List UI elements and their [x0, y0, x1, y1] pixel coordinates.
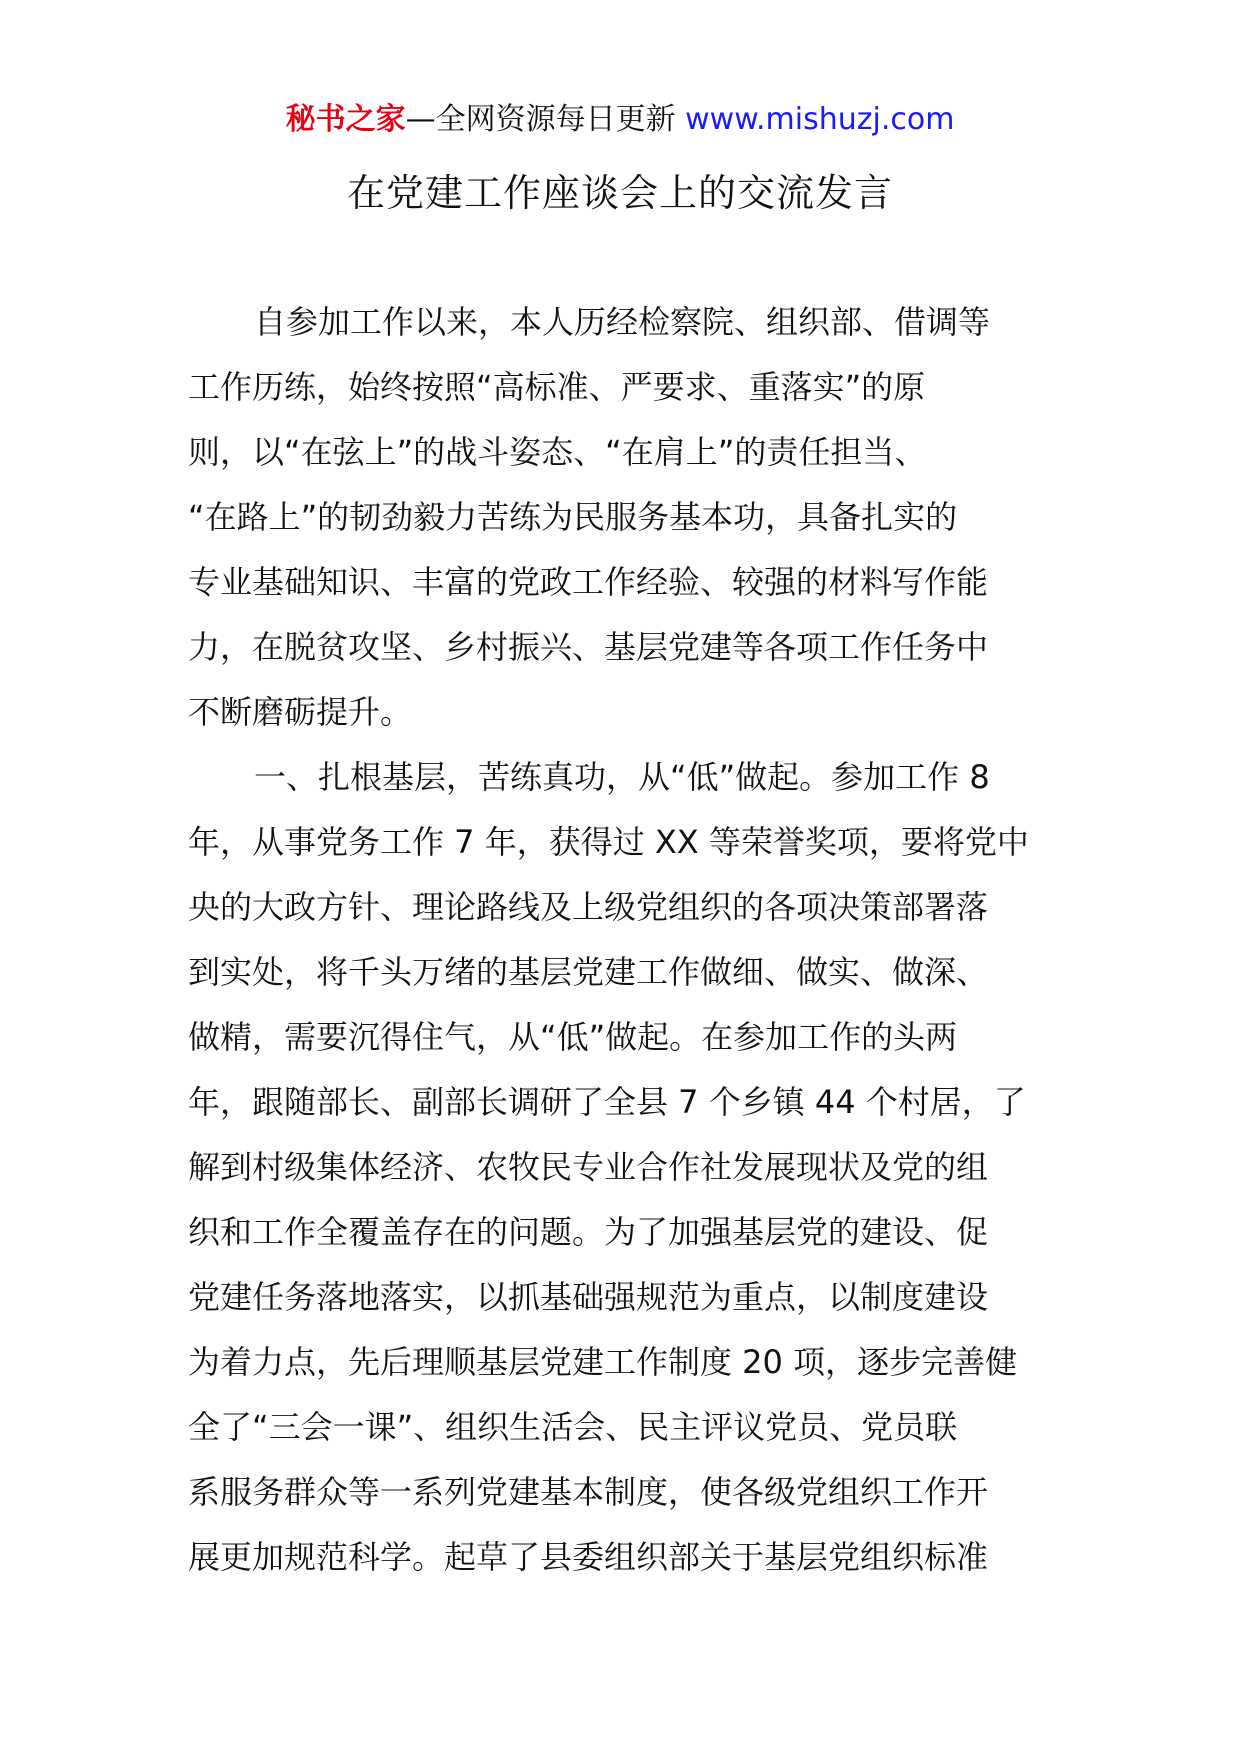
- text-line: 力，在脱贫攻坚、乡村振兴、基层党建等各项工作任务中: [188, 628, 989, 666]
- text-line: 解到村级集体经济、农牧民专业合作社发展现状及党的组: [188, 1148, 989, 1186]
- section-heading-line: 一、扎根基层，苦练真功，从“低”做起。参加工作 8: [254, 758, 990, 796]
- site-tagline: —全网资源每日更新: [405, 102, 676, 137]
- text-line: 年，从事党务工作 7 年，获得过 XX 等荣誉奖项，要将党中: [188, 823, 1029, 861]
- text-line: 年，跟随部长、副部长调研了全县 7 个乡镇 44 个村居，了: [188, 1083, 1026, 1121]
- text-line: 织和工作全覆盖存在的问题。为了加强基层党的建设、促: [188, 1213, 989, 1251]
- document-body: [188, 290, 1058, 1590]
- text-line: 全了“三会一课”、组织生活会、民主评议党员、党员联: [188, 1408, 958, 1446]
- site-header: [0, 100, 1240, 140]
- text-line: 党建任务落地落实，以抓基础强规范为重点，以制度建设: [188, 1278, 989, 1316]
- text-line: “在路上”的韧劲毅力苦练为民服务基本功，具备扎实的: [188, 498, 958, 536]
- text-line: 系服务群众等一系列党建基本制度，使各级党组织工作开: [188, 1473, 989, 1511]
- text-line: 为着力点，先后理顺基层党建工作制度 20 项，逐步完善健: [188, 1343, 1018, 1381]
- text-line: 自参加工作以来，本人历经检察院、组织部、借调等: [254, 303, 991, 341]
- text-line: 到实处，将千头万绪的基层党建工作做细、做实、做深、: [188, 953, 989, 991]
- text-line: 做精，需要沉得住气，从“低”做起。在参加工作的头两: [188, 1018, 958, 1056]
- text-line: 展更加规范科学。起草了县委组织部关于基层党组织标准: [188, 1538, 989, 1576]
- text-line: 央的大政方针、理论路线及上级党组织的各项决策部署落: [188, 888, 989, 926]
- text-line: 工作历练，始终按照“高标准、严要求、重落实”的原: [188, 368, 926, 406]
- text-line: 则，以“在弦上”的战斗姿态、“在肩上”的责任担当、: [188, 433, 927, 471]
- site-url[interactable]: www.mishuzj.com: [685, 102, 955, 137]
- document-title: 在党建工作座谈会上的交流发言: [346, 171, 893, 215]
- text-line: 不断磨砺提升。: [188, 693, 413, 731]
- site-brand: 秘书之家: [285, 102, 406, 137]
- text-line: 专业基础知识、丰富的党政工作经验、较强的材料写作能: [188, 563, 989, 601]
